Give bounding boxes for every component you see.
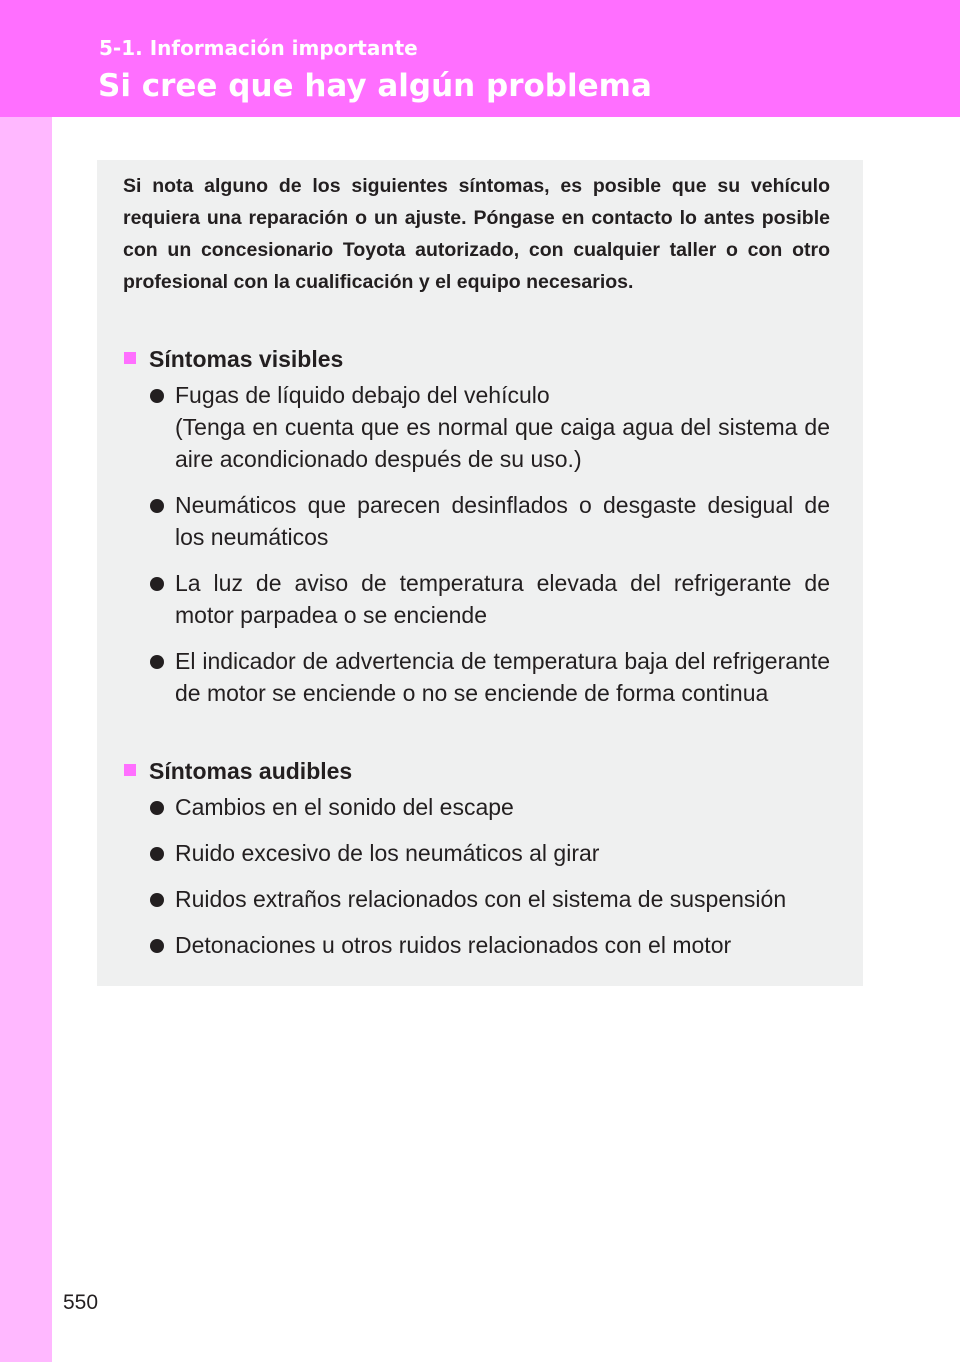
section-label: 5-1. Información importante: [99, 36, 418, 60]
bullet-icon: [150, 499, 164, 513]
heading-visible-symptoms: [124, 343, 343, 375]
item-text: Cambios en el sonido del escape: [175, 794, 514, 820]
item-text: Detonaciones u otros ruidos relacionados con el motor: [175, 932, 732, 958]
bullet-icon: [150, 847, 164, 861]
item-text: Neumáticos que parecen desinflados o desgaste desigual de los neumáticos: [175, 492, 830, 550]
bullet-icon: [150, 389, 164, 403]
bullet-icon: [150, 655, 164, 669]
bullet-icon: [150, 893, 164, 907]
list-item: [150, 929, 830, 961]
list-item: [150, 379, 830, 475]
list-item: [150, 489, 830, 553]
heading-text: Síntomas audibles: [149, 758, 353, 784]
square-bullet-icon: [124, 352, 136, 364]
page-title: Si cree que hay algún problema: [98, 68, 652, 104]
list-item: [150, 883, 830, 915]
square-bullet-icon: [124, 764, 136, 776]
info-box: [97, 160, 863, 986]
list-item: [150, 837, 830, 869]
item-text: Ruido excesivo de los neumáticos al girar: [175, 840, 600, 866]
item-text: [175, 379, 830, 475]
intro-text: Si nota alguno de los siguientes síntomas, es posible que su vehículo requiera una reparación o un ajuste. Póngase en contacto lo antes posible con un concesionario Toyota autorizado, con cualquier taller o con otro profesional con la cualificación y el equipo necesarios.: [123, 175, 830, 293]
bullet-icon: [150, 801, 164, 815]
item-text: El indicador de advertencia de temperatura baja del refrigerante de motor se enciende o no se enciende de forma continua: [175, 648, 830, 706]
side-tab-strip: [0, 117, 52, 1362]
list-item: [150, 645, 830, 709]
heading-audible-symptoms: [124, 755, 352, 787]
item-text: Ruidos extraños relacionados con el sistema de suspensión: [175, 886, 787, 912]
page-number: 550: [63, 1291, 99, 1314]
bullet-icon: [150, 939, 164, 953]
chapter-header: [0, 0, 960, 117]
bullet-icon: [150, 577, 164, 591]
item-text: La luz de aviso de temperatura elevada del refrigerante de motor parpadea o se enciende: [175, 570, 830, 628]
list-item: [150, 791, 830, 823]
list-item: [150, 567, 830, 631]
heading-text: Síntomas visibles: [149, 346, 344, 372]
item-line: Fugas de líquido debajo del vehículo (Tenga en cuenta que es normal que caiga agua del sistema de aire acondicionado después de su uso.): [175, 382, 830, 472]
